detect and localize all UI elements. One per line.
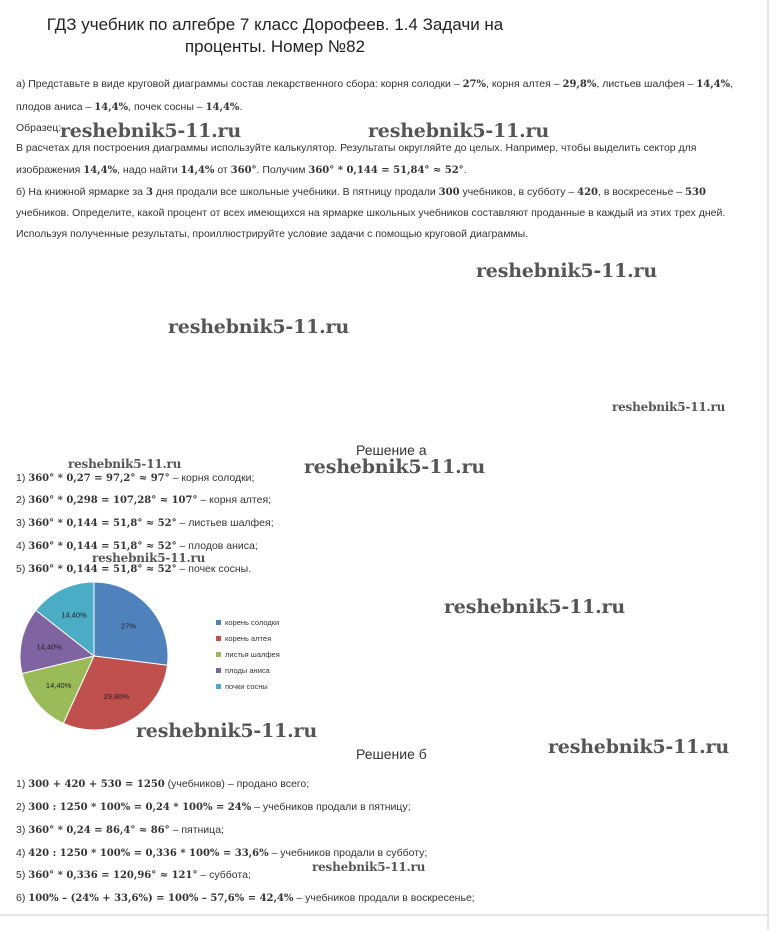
solution-b-step: 6) 100% – (24% + 33,6%) = 100% – 57,6% = 42,4% – учебников продали в воскресенье; [16, 892, 475, 904]
legend-swatch [216, 652, 221, 657]
task-a-line-3: В расчетах для построения диаграммы используйте калькулятор. Результаты округляйте до целых. Например, чтобы выделить сектор для [16, 142, 697, 154]
pie-slice-label: 27% [120, 621, 136, 631]
legend-label: плоды аниса [225, 666, 270, 675]
legend-swatch [216, 684, 221, 689]
task-a-line-1: а) Представьте в виде круговой диаграммы состав лекарственного сбора: корня солодки – 27%, корня алтея – 29,8%, листьев шалфея – 14,4%, [16, 78, 734, 90]
task-b-line-1: б) На книжной ярмарке за 3 дня продали все школьные учебники. В пятницу продали 300 учебников, в субботу – 420, в воскресенье – 530 [16, 186, 706, 198]
solution-a-step: 1) 360° * 0,27 = 97,2° ≈ 97° – корня солодки; [16, 472, 255, 484]
watermark: reshebnik5-11.ru [68, 457, 182, 471]
watermark: reshebnik5-11.ru [444, 596, 625, 618]
watermark: reshebnik5-11.ru [92, 551, 206, 565]
solution-a-step: 5) 360° * 0,144 = 51,8° ≈ 52° – почек сосны. [16, 563, 252, 575]
watermark: reshebnik5-11.ru [312, 860, 426, 874]
legend-label: листья шалфея [225, 650, 280, 659]
legend-swatch [216, 636, 221, 641]
task-a-line-2: плодов аниса – 14,4%, почек сосны – 14,4%. [16, 101, 243, 113]
solution-a-heading: Решение а [356, 442, 427, 458]
page-border-bottom [0, 914, 769, 916]
solution-b-step: 2) 300 : 1250 * 100% = 0,24 * 100% = 24% – учебников продали в пятницу; [16, 801, 411, 813]
page-title: ГДЗ учебник по алгебре 7 класс Дорофеев. 1.4 Задачи на проценты. Номер №82 [46, 15, 504, 56]
watermark: reshebnik5-11.ru [60, 120, 241, 142]
pie-slice-label: 14,40% [61, 610, 87, 620]
solution-b-step: 1) 300 + 420 + 530 = 1250 (учебников) – продано всего; [16, 778, 310, 790]
page-border-right [767, 0, 769, 930]
watermark: reshebnik5-11.ru [476, 260, 657, 282]
task-b-line-3: Используя полученные результаты, проиллюстрируйте условие задачи с помощью круговой диаграммы. [16, 228, 529, 240]
watermark: reshebnik5-11.ru [136, 720, 317, 742]
watermark: reshebnik5-11.ru [548, 736, 729, 758]
legend-label: почки сосны [225, 682, 268, 691]
legend-swatch [216, 620, 221, 625]
watermark: reshebnik5-11.ru [612, 400, 726, 414]
task-b-line-2: учебников. Определите, какой процент от всех имеющихся на ярмарке школьных учебников составляют проданные в каждый из этих трех дней. [16, 207, 726, 219]
solution-b-step: 4) 420 : 1250 * 100% = 0,336 * 100% = 33,6% – учебников продали в субботу; [16, 847, 428, 859]
legend-label: корень солодки [225, 618, 280, 627]
pie-slice-label: 14,40% [36, 642, 62, 652]
solution-b-heading: Решение б [356, 746, 427, 762]
pie-slice-label: 29,80% [103, 692, 130, 702]
solution-a-step: 3) 360° * 0,144 = 51,8° ≈ 52° – листьев шалфея; [16, 517, 274, 529]
watermark: reshebnik5-11.ru [168, 316, 349, 338]
sample-label: Образец: [16, 122, 62, 134]
solution-a-step: 2) 360° * 0,298 = 107,28° ≈ 107° – корня алтея; [16, 494, 272, 506]
pie-slice-label: 14,40% [45, 681, 72, 691]
legend-swatch [216, 668, 221, 673]
solution-a-step: 4) 360° * 0,144 = 51,8° ≈ 52° – плодов аниса; [16, 540, 258, 552]
watermark: reshebnik5-11.ru [304, 456, 485, 478]
solution-b-step: 5) 360° * 0,336 = 120,96° ≈ 121° – суббота; [16, 869, 251, 881]
legend-label: корень алтея [225, 634, 272, 643]
task-a-line-4: изображения 14,4%, надо найти 14,4% от 360°. Получим 360° * 0,144 = 51,84° ≈ 52°. [16, 164, 467, 176]
solution-b-step: 3) 360° * 0,24 = 86,4° ≈ 86° – пятница; [16, 824, 224, 836]
watermark: reshebnik5-11.ru [368, 120, 549, 142]
